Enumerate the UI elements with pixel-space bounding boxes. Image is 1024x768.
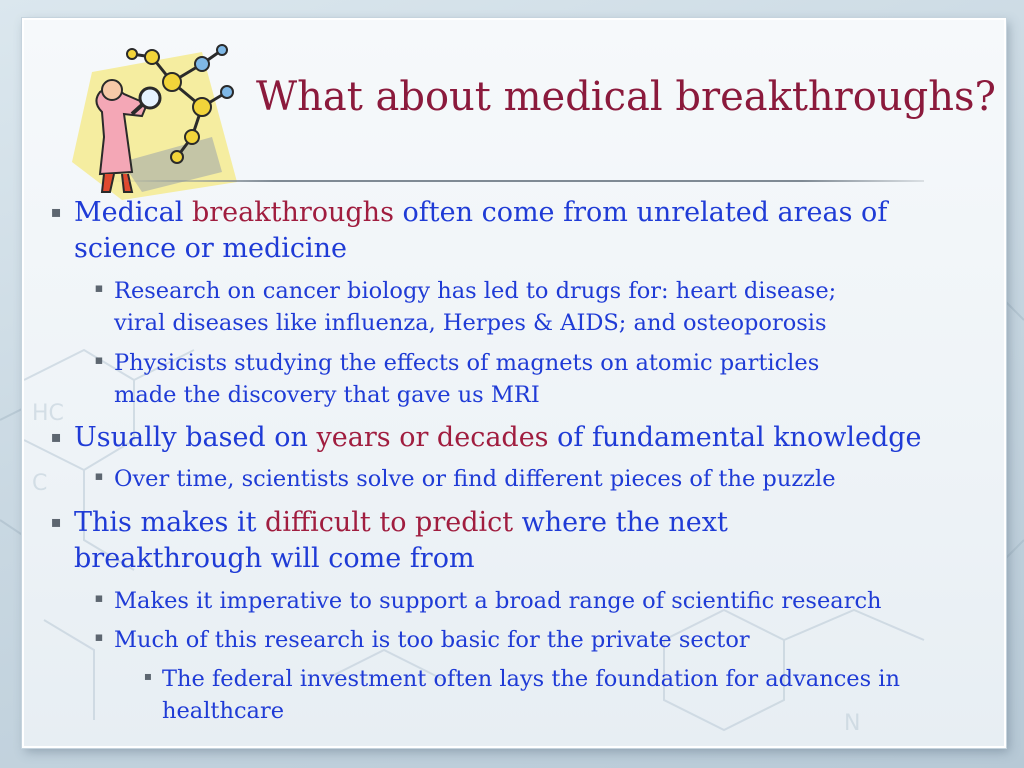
bullet-marker-icon: ▪: [143, 669, 153, 683]
bullet-line: [162, 663, 900, 695]
bullet-marker-icon: ▪: [94, 630, 104, 645]
bullet-line: [114, 624, 750, 656]
bullet-line: [114, 307, 836, 339]
bullet-level2: [84, 347, 819, 411]
bullet-text: [74, 420, 922, 456]
body-text: Over time, scientists solve or find different pieces of the puzzle: [114, 466, 836, 492]
body-text: Research on cancer biology has led to drugs for: heart disease;: [114, 278, 837, 304]
body-text: viral diseases like influenza, Herpes & AIDS; and osteoporosis: [114, 310, 827, 336]
bullet-marker-icon: ▪: [50, 427, 62, 446]
bullet-text: [114, 624, 750, 656]
body-text: breakthrough will come from: [74, 543, 475, 574]
body-text: healthcare: [162, 698, 285, 724]
body-text: often come from unrelated areas of: [393, 197, 888, 228]
bullet-text: [74, 195, 887, 267]
body-text: Physicists studying the effects of magnets on atomic particles: [114, 350, 820, 376]
bullet-marker-icon: ▪: [94, 353, 104, 368]
bullet-line: [162, 695, 900, 727]
bullet-line: [74, 420, 922, 456]
bullet-level2: [84, 275, 836, 339]
bullet-level3: [134, 663, 900, 727]
bullet-line: [74, 231, 887, 267]
bullet-level2: [84, 463, 836, 495]
bullet-list: [24, 20, 1004, 746]
bullet-line: [74, 195, 887, 231]
bullet-line: [114, 585, 882, 617]
bullet-level1: [38, 420, 922, 456]
bullet-level2: [84, 585, 882, 617]
bullet-level1: [38, 505, 728, 577]
highlighted-text: difficult to predict: [265, 507, 514, 538]
highlighted-text: years or decades: [316, 422, 549, 453]
slide-title: What about medical breakthroughs?: [256, 74, 996, 120]
bullet-text: [114, 347, 819, 411]
bullet-text: [114, 275, 836, 339]
bullet-level2: [84, 624, 750, 656]
bullet-text: [114, 585, 882, 617]
bullet-line: [74, 505, 728, 541]
body-text: Medical: [74, 197, 192, 228]
bullet-marker-icon: ▪: [94, 591, 104, 606]
bullet-line: [114, 275, 836, 307]
svg-text:C: C: [32, 471, 48, 496]
bullet-text: [114, 463, 836, 495]
bullet-level1: [38, 195, 887, 267]
bullet-text: [74, 505, 728, 577]
body-text: science or medicine: [74, 233, 348, 264]
svg-text:N: N: [844, 711, 861, 736]
body-text: of fundamental knowledge: [548, 422, 922, 453]
svg-text:HC: HC: [32, 401, 64, 426]
bullet-marker-icon: ▪: [50, 202, 62, 221]
body-text: Usually based on: [74, 422, 317, 453]
bullet-line: [114, 463, 836, 495]
bullet-line: [114, 347, 819, 379]
bullet-line: [114, 379, 819, 411]
body-text: Much of this research is too basic for the private sector: [114, 627, 750, 653]
bullet-marker-icon: ▪: [94, 469, 104, 484]
highlighted-text: breakthroughs: [191, 197, 394, 228]
body-text: This makes it: [74, 507, 266, 538]
body-text: made the discovery that gave us MRI: [114, 382, 540, 408]
body-text: The federal investment often lays the foundation for advances in: [162, 666, 900, 692]
bullet-line: [74, 541, 728, 577]
bullet-text: [162, 663, 900, 727]
body-text: where the next: [513, 507, 728, 538]
bullet-marker-icon: ▪: [50, 512, 62, 531]
slide-panel: [22, 18, 1006, 748]
bullet-marker-icon: ▪: [94, 281, 104, 296]
body-text: Makes it imperative to support a broad range of scientific research: [114, 588, 882, 614]
